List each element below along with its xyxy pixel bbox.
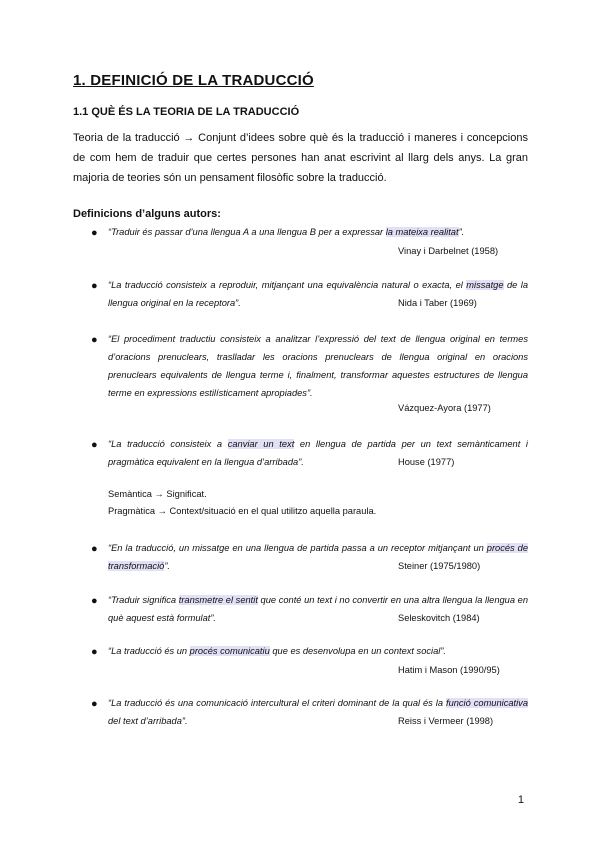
quote-highlight: canviar un text xyxy=(227,439,295,449)
quote-text: “En la traducció, un missatge en una llengua de partida passa a un receptor mitjançant un xyxy=(108,543,487,553)
note-line: Semàntica → Significat. xyxy=(108,489,207,499)
bullet-icon: ● xyxy=(91,543,98,555)
quote-highlight: funció comunicativa xyxy=(445,698,529,708)
definition-quote xyxy=(108,435,528,471)
quote-highlight: procés comunicatiu xyxy=(189,646,270,656)
intro-paragraph: Teoria de la traducció → Conjunt d’idees sobre què és la traducció i maneres i concepcions de com hem de traduir que certes persones han anat escrivint al llarg dels anys. La gran majoria de teories són un pensament filosòfic sobre la traducció. xyxy=(73,132,528,184)
definition-quote xyxy=(108,642,528,660)
definition-author: Vázquez-Ayora (1977) xyxy=(398,403,491,413)
quote-text: en llengua de partida per un text semànticament i pragmàtica equivalent en la llengua d’arribada”. xyxy=(108,439,528,467)
quote-text: “La traducció és una comunicació intercultural el criteri dominant de la qual és la xyxy=(108,698,446,708)
definition-quote xyxy=(108,223,528,241)
quote-text: ”. xyxy=(458,227,465,237)
section-title: 1.1 QUÈ ÉS LA TEORIA DE LA TRADUCCIÓ xyxy=(73,106,300,118)
bullet-icon: ● xyxy=(91,646,98,658)
bullet-icon: ● xyxy=(91,439,98,451)
quote-text: “La traducció consisteix a xyxy=(108,439,228,449)
quote-highlight: missatge xyxy=(466,280,504,290)
bullet-icon: ● xyxy=(91,595,98,607)
quote-text: “Traduir significa xyxy=(108,595,179,605)
page-title: 1. DEFINICIÓ DE LA TRADUCCIÓ xyxy=(73,72,314,89)
note-line: Pragmàtica → Context/situació en el qual utilitzo aquella paraula. xyxy=(108,506,377,516)
definition-author: Steiner (1975/1980) xyxy=(398,561,481,571)
definition-author: Reiss i Vermeer (1998) xyxy=(398,716,494,726)
quote-text: que conté un text i no convertir en una altra llengua la llengua en què aquest està formulat”. xyxy=(108,595,528,623)
quote-text: “La traducció és un xyxy=(108,646,190,656)
quote-text: “La traducció consisteix a reproduir, mitjançant una equivalència natural o exacta, el xyxy=(108,280,467,290)
quote-text: que es desenvolupa en un context social”. xyxy=(269,646,447,656)
bullet-icon: ● xyxy=(91,227,98,239)
quote-highlight: procés de transformació xyxy=(108,543,528,571)
definition-author: House (1977) xyxy=(398,457,455,467)
definitions-heading: Definicions d’alguns autors: xyxy=(73,208,221,220)
definition-author: Nida i Taber (1969) xyxy=(398,298,477,308)
quote-highlight: transmetre el sentit xyxy=(178,595,258,605)
definition-author: Vinay i Darbelnet (1958) xyxy=(398,246,499,256)
bullet-icon: ● xyxy=(91,280,98,292)
definition-author: Seleskovitch (1984) xyxy=(398,613,480,623)
quote-highlight: la mateixa realitat xyxy=(385,227,459,237)
quote-text: ”. xyxy=(164,561,171,571)
definition-quote: “El procediment traductiu consisteix a analitzar l’expressió del text de llengua original en termes d’oracions prenuclears, traslladar les oracions prenuclears de llengua original en oracions prenuclears equivalents de llengua terme i, finalment, transformar aquestes estructures de llengua terme en expressions estilísticament apropiades”. xyxy=(108,334,528,398)
quote-text: del text d’arribada”. xyxy=(108,716,188,726)
definition-author: Hatim i Mason (1990/95) xyxy=(398,665,500,675)
quote-text: “Traduir és passar d’una llengua A a una llengua B per a expressar xyxy=(108,227,386,237)
bullet-icon: ● xyxy=(91,698,98,710)
quote-text: de la llengua original en la receptora”. xyxy=(108,280,528,308)
page-number: 1 xyxy=(517,794,524,806)
bullet-icon: ● xyxy=(91,334,98,346)
